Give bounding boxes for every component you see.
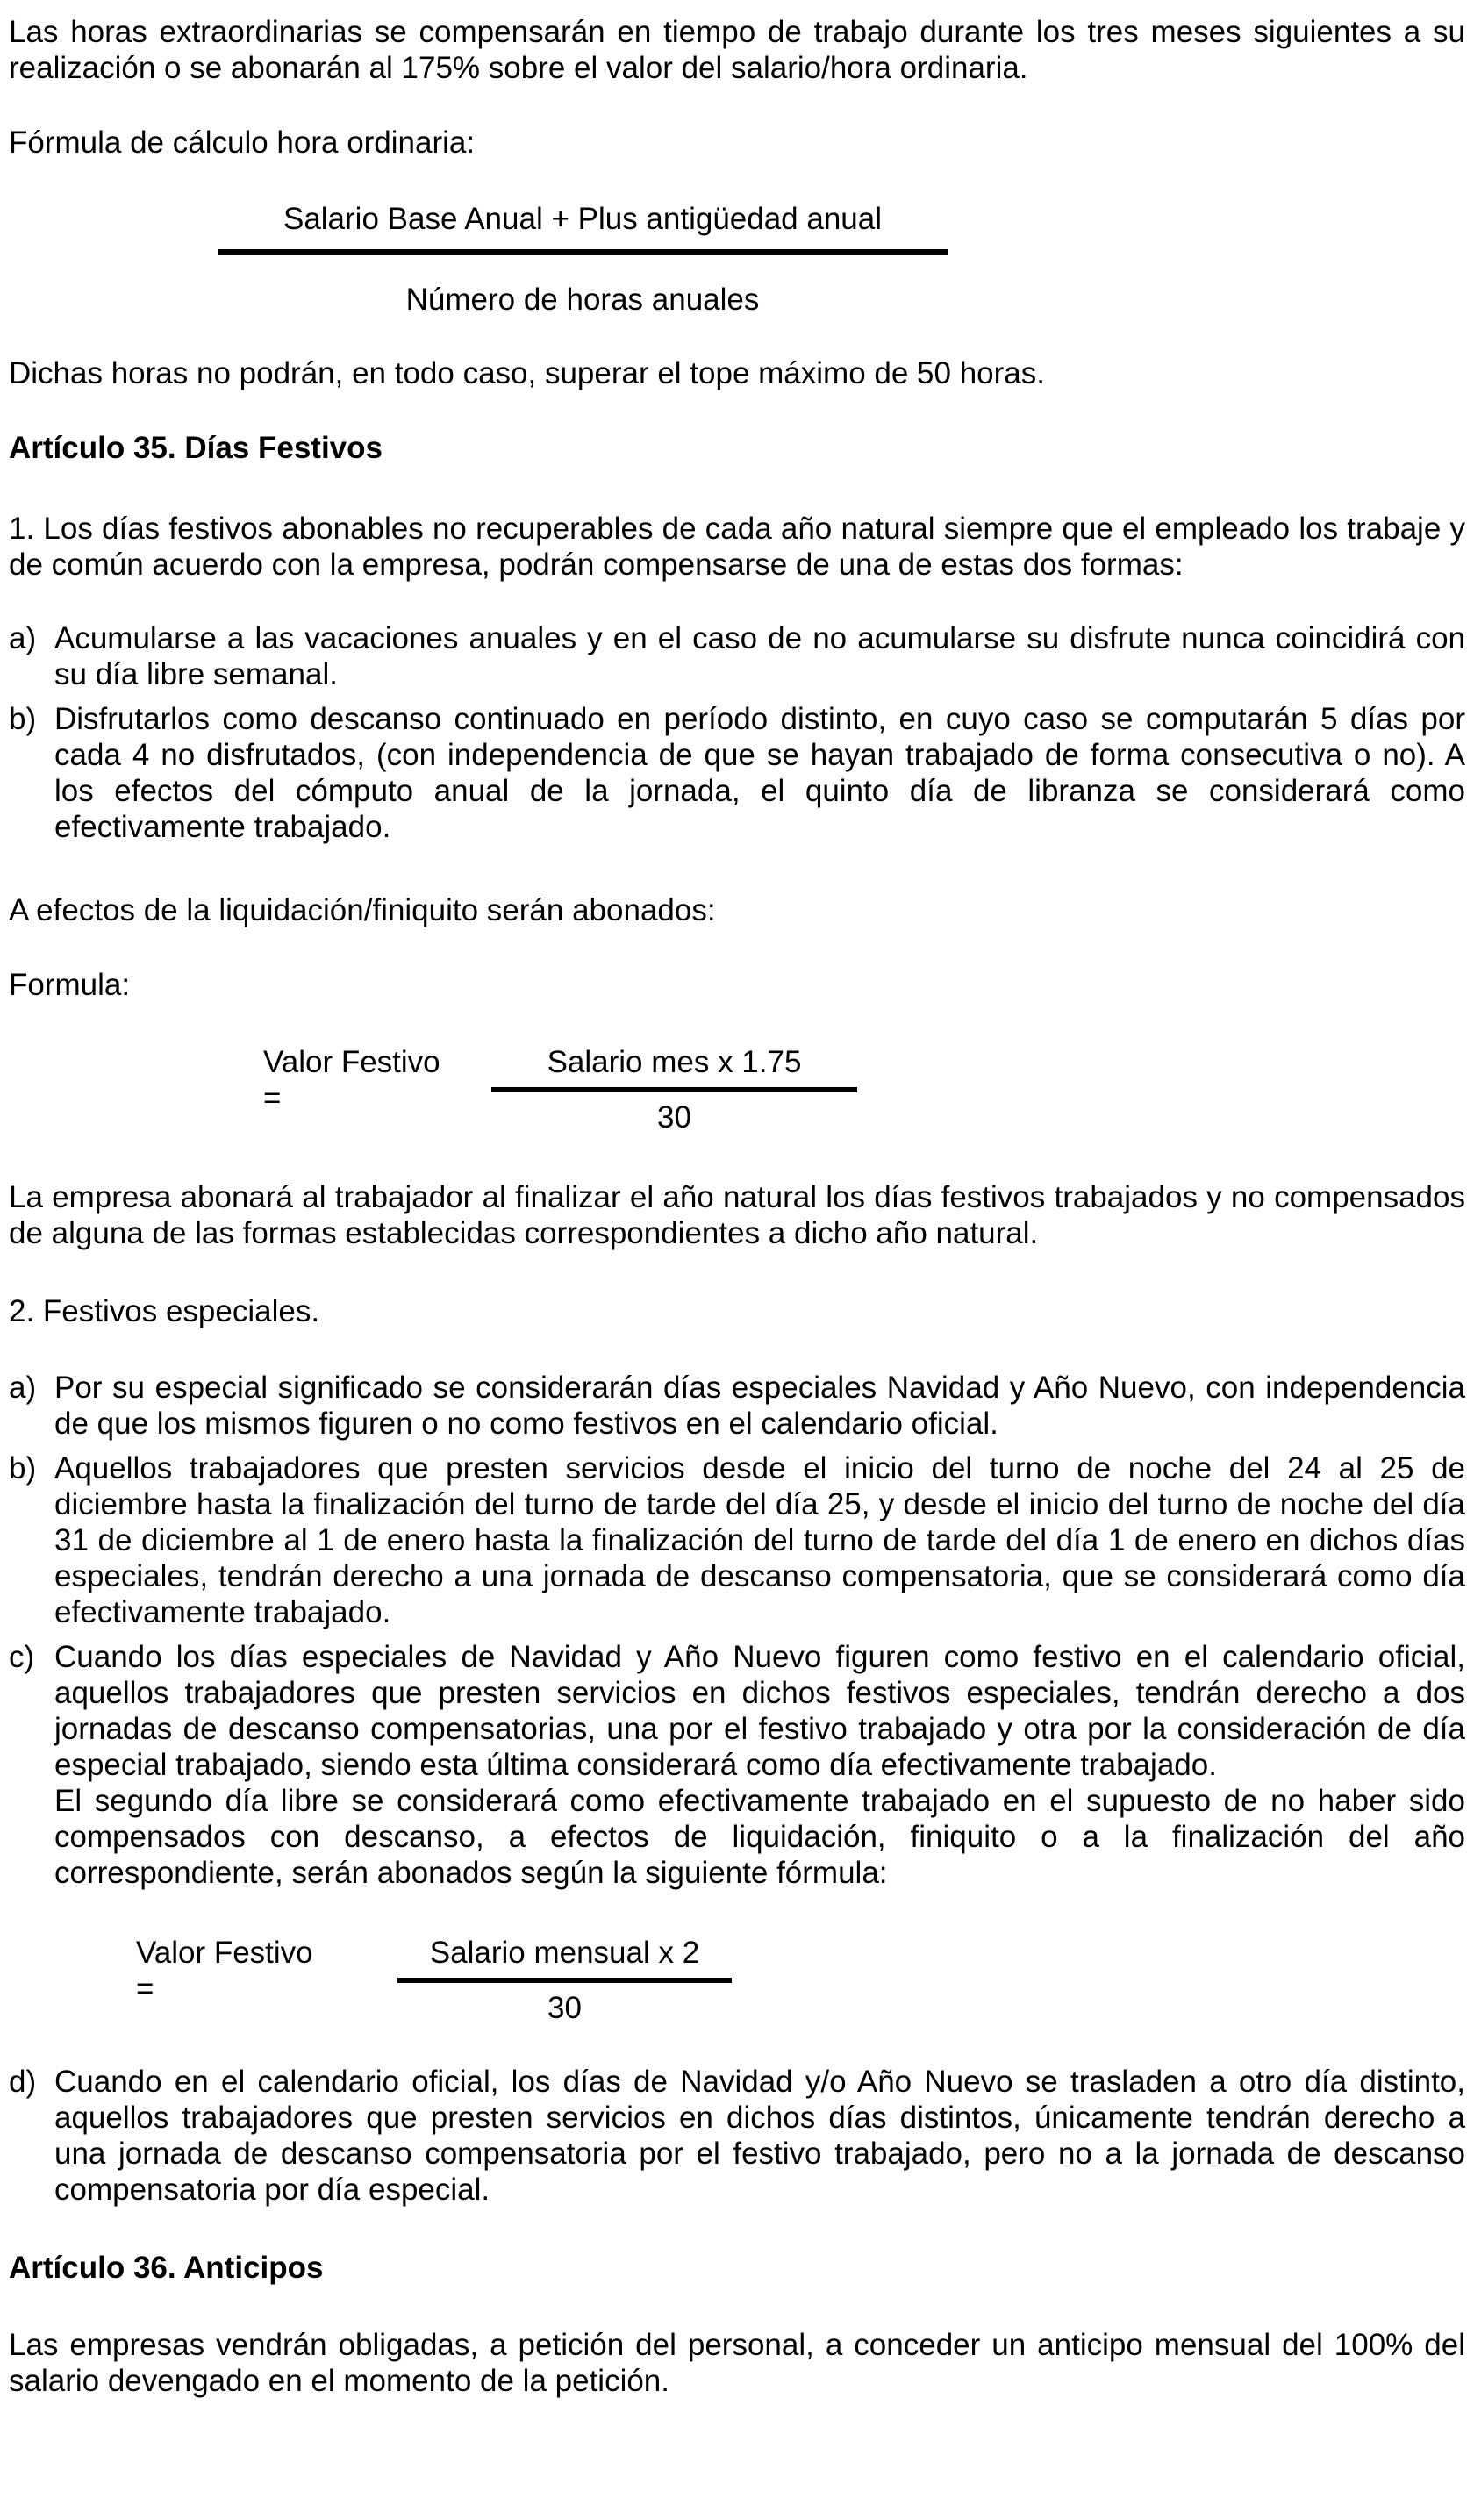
formula-valor-festivo-1-numerator: Salario mes x 1.75 — [491, 1044, 857, 1092]
list-item-text: Aquellos trabajadores que presten servicios desde el inicio del turno de noche del 24 al 25 de diciembre hasta la finalización del turno de tarde del día 25, y desde el inicio del turno de noche del día 31 de diciembre al 1 de enero hasta la finalización del turno de tarde del día 1 de enero en dichos días especiales, tendrán derecho a una jornada de descanso compensatoria, que se considerará como día efectivamente trabajado. — [54, 1451, 1465, 1629]
list-marker: c) — [9, 1640, 35, 1674]
formula-valor-festivo-2 — [136, 1935, 1465, 2026]
paragraph-abono-fin-ano: La empresa abonará al trabajador al finalizar el año natural los días festivos trabajados y no compensados de alguna de las formas establecidas correspondientes a dicho año natural. — [9, 1180, 1465, 1250]
list-item-text: Cuando en el calendario oficial, los días de Navidad y/o Año Nuevo se trasladen a otro día distinto, aquellos trabajadores que presten servicios en dichos días distintos, únicamente tendrán derecho a una jornada de descanso compensatoria por el festivo trabajado, pero no a la jornada de descanso compensatoria por día especial. — [54, 2065, 1465, 2207]
list-traslado-festivos — [9, 2064, 1465, 2208]
list-item-text: Acumularse a las vacaciones anuales y en el caso de no acumularse su disfrute nunca coincidirá con su día libre semanal. — [54, 621, 1465, 691]
list-festivos-especiales — [9, 1370, 1465, 1891]
list-item-text: Disfrutarlos como descanso continuado en período distinto, en cuyo caso se computarán 5 días por cada 4 no disfrutados, (con independencia de que se hayan trabajado de forma consecutiva o no). A los efectos del cómputo anual de la jornada, el quinto día de libranza se considerará como efectivamente trabajado. — [54, 702, 1465, 844]
formula-valor-festivo-2-denominator: 30 — [547, 1991, 582, 2025]
formula-hora-ordinaria-numerator: Salario Base Anual + Plus antigüedad anual — [218, 201, 948, 255]
formula-valor-festivo-1-label: Valor Festivo = — [263, 1045, 440, 1115]
list-item-c — [9, 1639, 1465, 1891]
formula-valor-festivo-2-numerator: Salario mensual x 2 — [397, 1935, 732, 1983]
list-marker: d) — [9, 2065, 37, 2099]
list-item-a — [9, 620, 1465, 692]
formula-valor-festivo-2-label: Valor Festivo = — [136, 1936, 313, 2006]
list-compensacion-festivos — [9, 620, 1465, 845]
formula-hora-ordinaria-label: Fórmula de cálculo hora ordinaria: — [9, 125, 476, 160]
list-item-b — [9, 1450, 1465, 1630]
paragraph-liquidacion: A efectos de la liquidación/finiquito serán abonados: — [9, 893, 716, 927]
list-item-text — [54, 1639, 1465, 1891]
list-item-b — [9, 701, 1465, 845]
paragraph-anticipos: Las empresas vendrán obligadas, a petición del personal, a conceder un anticipo mensual del 100% del salario devengado en el momento de la petición. — [9, 2328, 1465, 2398]
list-marker: a) — [9, 621, 37, 655]
formula-valor-festivo-1-denominator: 30 — [657, 1100, 691, 1135]
formula-valor-festivo-2-fraction — [397, 1935, 732, 2026]
formula-festivo-1-caption: Formula: — [9, 968, 131, 1002]
list-marker: a) — [9, 1371, 37, 1405]
formula-hora-ordinaria-denominator: Número de horas anuales — [405, 283, 760, 317]
list-marker: b) — [9, 1451, 37, 1486]
list-item-text-part1: Cuando los días especiales de Navidad y Año Nuevo figuren como festivo en el calendario oficial, aquellos trabajadores que presten servicios en dichos festivos especiales, tendrán derecho a dos jornadas de descanso compensatorias, una por el festivo trabajado y otra por la consideración de día especial trabajado, siendo esta última considerará como día efectivamente trabajado. — [54, 1640, 1465, 1782]
heading-articulo-35: Artículo 35. Días Festivos — [9, 431, 383, 465]
heading-articulo-36: Artículo 36. Anticipos — [9, 2251, 324, 2285]
list-item-a — [9, 1370, 1465, 1442]
formula-hora-ordinaria — [218, 201, 948, 318]
paragraph-tope-maximo: Dichas horas no podrán, en todo caso, superar el tope máximo de 50 horas. — [9, 356, 1045, 390]
formula-valor-festivo-1-fraction — [491, 1044, 857, 1135]
formula-valor-festivo-1 — [263, 1044, 1465, 1135]
paragraph-horas-extraordinarias: Las horas extraordinarias se compensarán en tiempo de trabajo durante los tres meses siguientes a su realización o se abonarán al 175% sobre el valor del salario/hora ordinaria. — [9, 15, 1465, 85]
list-item-text: Por su especial significado se considerarán días especiales Navidad y Año Nuevo, con independencia de que los mismos figuren o no como festivos en el calendario oficial. — [54, 1371, 1465, 1441]
list-marker: b) — [9, 702, 37, 736]
paragraph-festivos-especiales: 2. Festivos especiales. — [9, 1294, 320, 1328]
paragraph-dias-festivos-intro: 1. Los días festivos abonables no recuperables de cada año natural siempre que el empleado los trabaje y de común acuerdo con la empresa, podrán compensarse de una de estas dos formas: — [9, 512, 1465, 582]
list-item-d — [9, 2064, 1465, 2208]
list-item-text-part2: El segundo día libre se considerará como efectivamente trabajado en el supuesto de no haber sido compensados con descanso, a efectos de liquidación, finiquito o a la finalización del año correspondiente, serán abonados según la siguiente fórmula: — [54, 1784, 1465, 1890]
